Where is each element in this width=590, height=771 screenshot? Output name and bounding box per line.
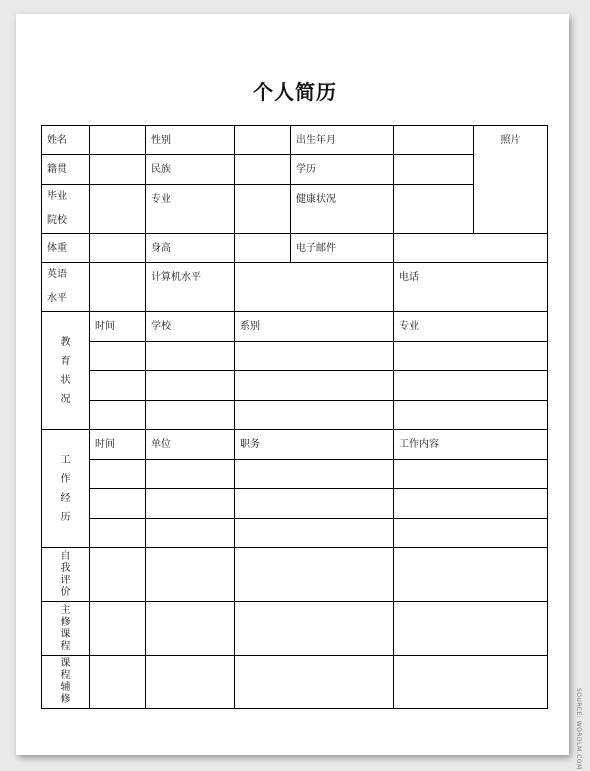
native-place-value[interactable] [90,155,146,185]
work-cell[interactable] [146,460,235,489]
minor-courses-cell[interactable] [146,656,235,709]
minor-courses-cell[interactable] [235,656,394,709]
self-evaluation-cell[interactable] [394,548,548,602]
education-cell[interactable] [235,371,394,401]
minor-courses-cell[interactable] [90,656,146,709]
name-value[interactable] [90,126,146,155]
education-header-major: 专业 [394,312,548,342]
phone-label: 电话 [394,263,548,312]
gender-label: 性别 [146,126,235,155]
english-label-line1: 英语 [47,269,67,280]
self-evaluation-label [42,548,90,602]
work-cell[interactable] [235,489,394,519]
gender-value[interactable] [235,126,291,155]
minor-courses-cell[interactable] [394,656,548,709]
birth-label: 出生年月 [291,126,394,155]
weight-value[interactable] [90,234,146,263]
education-cell[interactable] [90,401,146,430]
work-cell[interactable] [394,519,548,548]
email-label: 电子邮件 [291,234,394,263]
education-cell[interactable] [394,371,548,401]
native-place-label: 籍贯 [42,155,90,185]
graduated-school-value[interactable] [90,185,146,234]
main-courses-label [42,602,90,656]
height-label: 身高 [146,234,235,263]
main-courses-cell[interactable] [146,602,235,656]
minor-courses-label [42,656,90,709]
birth-value[interactable] [394,126,474,155]
major-value[interactable] [235,185,291,234]
english-value[interactable] [90,263,146,312]
document-title: 个人简历 [253,80,337,104]
education-section-label-text: 教育状况 [60,336,71,405]
work-cell[interactable] [235,460,394,489]
education-level-value[interactable] [394,155,474,185]
work-header-unit: 单位 [146,430,235,460]
self-evaluation-cell[interactable] [90,548,146,602]
computer-level-value[interactable] [235,263,394,312]
education-cell[interactable] [394,342,548,371]
minor-courses-label-text: 课程辅修 [60,658,71,705]
education-header-school: 学校 [146,312,235,342]
work-header-position: 职务 [235,430,394,460]
health-value[interactable] [394,185,474,234]
graduated-school-label [42,185,90,234]
weight-label: 体重 [42,234,90,263]
education-section-label [42,312,90,430]
work-cell[interactable] [146,489,235,519]
major-label: 专业 [146,185,235,234]
computer-level-label: 计算机水平 [146,263,235,312]
education-header-department: 系别 [235,312,394,342]
education-cell[interactable] [146,342,235,371]
work-header-time: 时间 [90,430,146,460]
main-courses-label-text: 主修课程 [60,604,71,652]
self-evaluation-cell[interactable] [235,548,394,602]
resume-table [41,125,548,709]
health-label: 健康状况 [291,185,394,234]
ethnicity-value[interactable] [235,155,291,185]
work-cell[interactable] [394,489,548,519]
self-evaluation-cell[interactable] [146,548,235,602]
work-header-content: 工作内容 [394,430,548,460]
work-cell[interactable] [90,519,146,548]
work-cell[interactable] [146,519,235,548]
main-courses-cell[interactable] [90,602,146,656]
work-cell[interactable] [90,489,146,519]
english-label-line2: 水平 [47,293,67,304]
education-level-label: 学历 [291,155,394,185]
education-cell[interactable] [146,401,235,430]
ethnicity-label: 民族 [146,155,235,185]
work-section-label-text: 工作经历 [60,454,71,523]
graduated-school-label-line2: 院校 [47,215,67,226]
main-courses-cell[interactable] [394,602,548,656]
english-label [42,263,90,312]
work-cell[interactable] [394,460,548,489]
email-value[interactable] [394,234,548,263]
education-cell[interactable] [394,401,548,430]
work-cell[interactable] [90,460,146,489]
graduated-school-label-line1: 毕业 [47,191,67,202]
work-section-label [42,430,90,548]
education-cell[interactable] [90,342,146,371]
height-value[interactable] [235,234,291,263]
main-courses-cell[interactable] [235,602,394,656]
name-label: 姓名 [42,126,90,155]
education-cell[interactable] [90,371,146,401]
education-cell[interactable] [235,342,394,371]
education-header-time: 时间 [90,312,146,342]
photo-cell[interactable]: 照片 [474,126,548,234]
education-cell[interactable] [146,371,235,401]
education-cell[interactable] [235,401,394,430]
source-watermark: SOURCE: WORDLM.COM [575,688,582,770]
work-cell[interactable] [235,519,394,548]
self-evaluation-label-text: 自我评价 [60,550,71,598]
